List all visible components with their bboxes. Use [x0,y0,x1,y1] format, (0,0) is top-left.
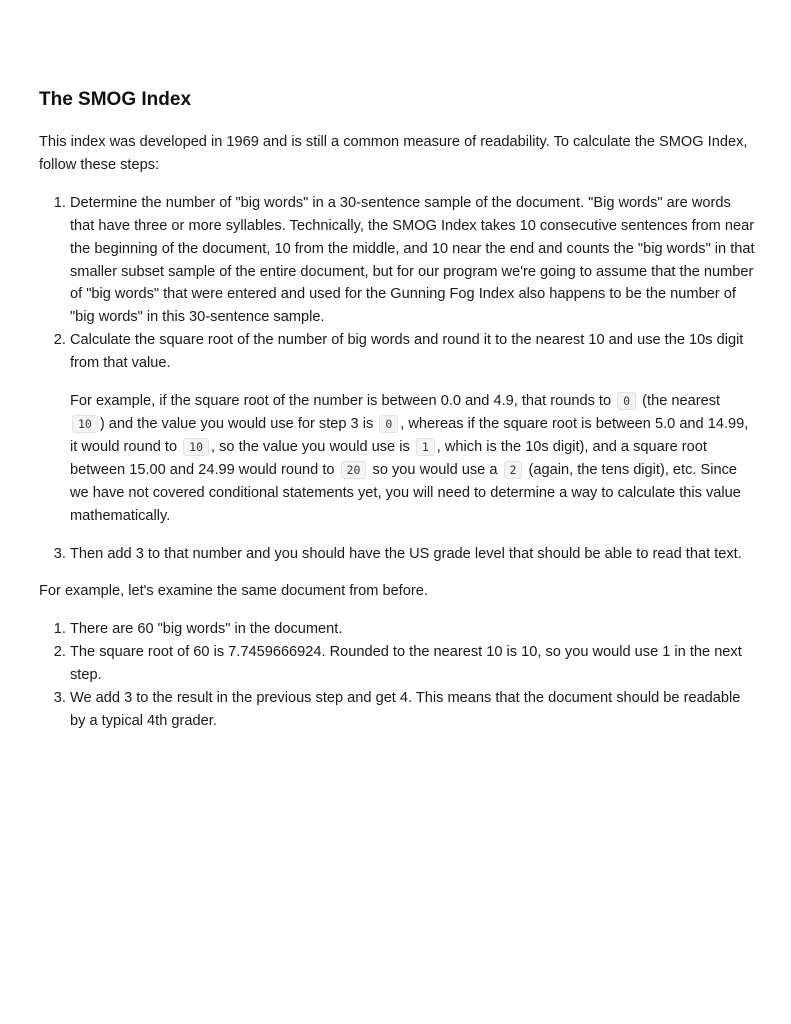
list-item [70,192,755,329]
list-item: 1. There are 60 "big words" in the document. [70,618,755,641]
document-page [39,86,755,733]
list-item [70,329,755,527]
code-value: 1 [416,438,435,456]
intro-paragraph: This index was developed in 1969 and is still a common measure of readability. To calculate the SMOG Index, follow these steps: [39,134,748,173]
example-steps-list [39,618,755,733]
code-value: 20 [341,461,367,479]
code-value: 0 [617,392,636,410]
code-value: 2 [504,461,523,479]
page-title: The SMOG Index [39,89,192,110]
step-3-text: Then add 3 to that number and you should have the US grade level that should be able to read that text. [70,545,742,562]
step-1-text: Determine the number of "big words" in a 30-sentence sample of the document. "Big words" are words that have three or more syllables. Technically, the SMOG Index takes 10 consecutive sentences from near the beginning of the document, 10 from the middle, and 10 near the end and counts the "big words" in that smaller subset sample of the entire document, but for our program we're going to assume that the number of "big words" that were entered and used for the Gunning Fog Index also happens to be the number of "big words" in this 30-sentence sample. [70,194,755,326]
step-2-detail: For example, if the square root of the number is between 0.0 and 4.9, that rounds to 0 (the nearest 10 ) and the value you would use for step 3 is 0 , whereas if the square root is between 5.0 and 14.99, it would round to 10 , so the value you would use is 1 , which is the 10s digit), and a square root between 15.00 and 24.99 would round to 20 so you would use a 2 (again, the tens digit), etc. Since we have not covered conditional statements yet, you will need to determine a way to calculate this value mathematically. [70,393,749,524]
list-item: 3. We add 3 to the result in the previous step and get 4. This means that the document should be readable by a typical 4th grader. [70,687,755,733]
steps-list [39,192,755,566]
list-item: 2. The square root of 60 is 7.7459666924. Rounded to the nearest 10 is 10, so you would use 1 in the next step. [70,641,755,687]
code-value: 0 [379,415,398,433]
code-value: 10 [72,415,98,433]
step-2-text: Calculate the square root of the number of big words and round it to the nearest 10 and use the 10s digit from that value. [70,332,744,372]
list-item [70,543,755,566]
code-value: 10 [183,438,209,456]
example-intro: For example, let's examine the same document from before. [39,583,428,600]
